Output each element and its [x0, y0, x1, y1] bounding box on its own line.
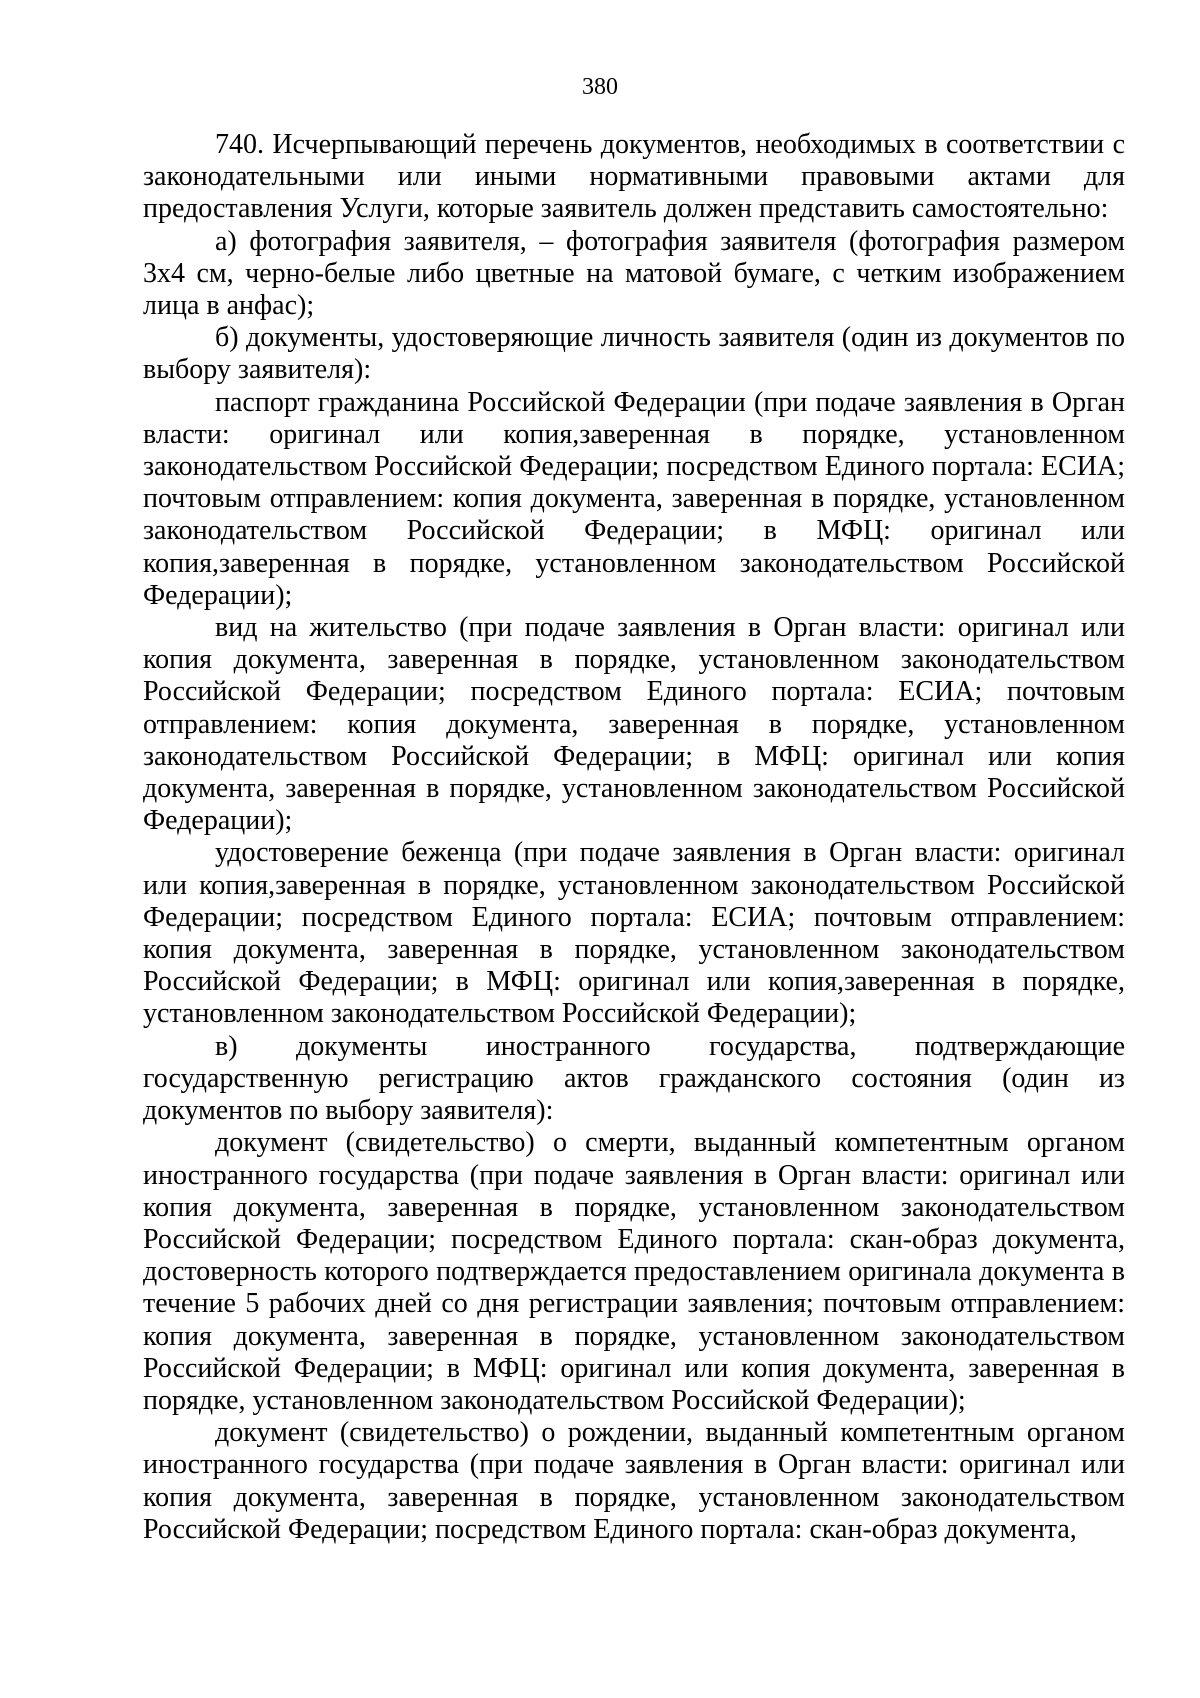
document-body: [143, 129, 1125, 1546]
paragraph-item-b-identity-docs: б) документы, удостоверяющие личность заявителя (один из документов по выбору заявителя):: [143, 322, 1125, 386]
paragraph-item-a-photo: а) фотография заявителя, – фотография заявителя (фотография размером 3x4 см, черно-белые либо цветные на матовой бумаге, с четким изображением лица в анфас);: [143, 225, 1125, 322]
paragraph-item-v-foreign-docs: в) документы иностранного государства, подтверждающие государственную регистрацию актов гражданского состояния (один из документов по выбору заявителя):: [143, 1030, 1125, 1127]
paragraph-birth-certificate: документ (свидетельство) о рождении, выданный компетентным органом иностранного государства (при подаче заявления в Орган власти: оригинал или копия документа, заверенная в порядке, установленном законодательством Российской Федерации; посредством Единого портала: скан-образ документа,: [143, 1417, 1125, 1545]
paragraph-740-intro: 740. Исчерпывающий перечень документов, необходимых в соответствии с законодательными или иными нормативными правовыми актами для предоставления Услуги, которые заявитель должен представить самостоятельно:: [143, 129, 1125, 225]
paragraph-passport: паспорт гражданина Российской Федерации (при подаче заявления в Орган власти: оригинал или копия,заверенная в порядке, установленном законодательством Российской Федерации; посредством Единого портала: ЕСИА; почтовым отправлением: копия документа, заверенная в порядке, установленном законодательством Российской Федерации; в МФЦ: оригинал или копия,заверенная в порядке, установленном законодательством Российской Федерации);: [143, 386, 1125, 611]
page-number: 380: [582, 74, 618, 100]
paragraph-residence-permit: вид на жительство (при подаче заявления в Орган власти: оригинал или копия документа, заверенная в порядке, установленном законодательством Российской Федерации; посредством Единого портала: ЕСИА; почтовым отправлением: копия документа, заверенная в порядке, установленном законодательством Российской Федерации; в МФЦ: оригинал или копия документа, заверенная в порядке, установленном законодательством Российской Федерации);: [143, 612, 1125, 837]
paragraph-refugee-certificate: удостоверение беженца (при подаче заявления в Орган власти: оригинал или копия,заверенная в порядке, установленном законодательством Российской Федерации; посредством Единого портала: ЕСИА; почтовым отправлением: копия документа, заверенная в порядке, установленном законодательством Российской Федерации; в МФЦ: оригинал или копия,заверенная в порядке, установленном законодательством Российской Федерации);: [143, 837, 1125, 1030]
paragraph-death-certificate: документ (свидетельство) о смерти, выданный компетентным органом иностранного государства (при подаче заявления в Орган власти: оригинал или копия документа, заверенная в порядке, установленном законодательством Российской Федерации; посредством Единого портала: скан-образ документа, достоверность которого подтверждается предоставлением оригинала документа в течение 5 рабочих дней со дня регистрации заявления; почтовым отправлением: копия документа, заверенная в порядке, установленном законодательством Российской Федерации; в МФЦ: оригинал или копия документа, заверенная в порядке, установленном законодательством Российской Федерации);: [143, 1127, 1125, 1416]
